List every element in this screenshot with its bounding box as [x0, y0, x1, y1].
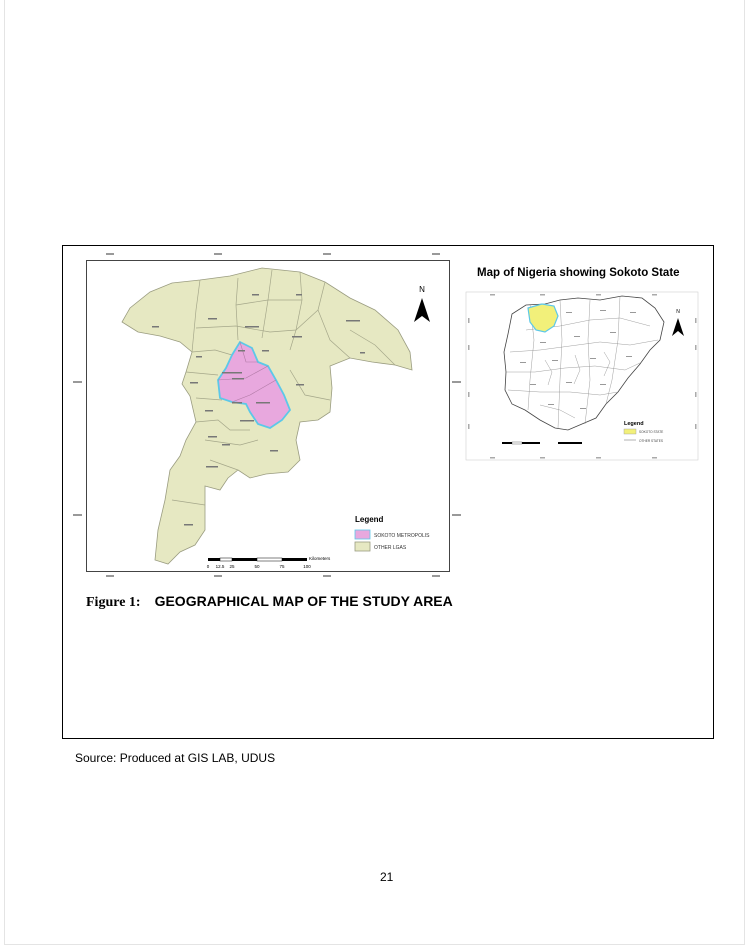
- inset-legend-label-other: OTHER STATES: [639, 439, 663, 443]
- page-number: 21: [380, 870, 394, 884]
- main-legend-title: Legend: [355, 515, 384, 524]
- inset-swatch-sokoto: [624, 429, 636, 434]
- figure-title: GEOGRAPHICAL MAP OF THE STUDY AREA: [154, 593, 453, 609]
- inset-map-title: Map of Nigeria showing Sokoto State: [477, 267, 680, 279]
- scale-tick-4: 75: [279, 564, 285, 569]
- scale-unit: Kilometers: [309, 556, 331, 561]
- figure-number: Figure 1:: [86, 595, 141, 610]
- scale-tick-2: 25: [229, 564, 235, 569]
- north-arrow-icon: [414, 298, 430, 322]
- scale-tick-3: 50: [254, 564, 260, 569]
- legend-label-other-lgas: OTHER LGAS: [374, 545, 407, 551]
- inset-north-label: N: [676, 309, 680, 315]
- main-map-legend: [355, 515, 430, 551]
- figure-caption: [86, 593, 453, 611]
- inset-legend-title: Legend: [624, 421, 644, 427]
- legend-swatch-other-lgas: [355, 542, 370, 551]
- inset-map: [466, 292, 698, 460]
- legend-swatch-metropolis: [355, 530, 370, 539]
- inset-legend: [624, 421, 663, 443]
- scale-tick-0: 0: [206, 564, 210, 569]
- inset-legend-label-sokoto: SOKOTO STATE: [639, 430, 664, 434]
- main-north-label: N: [419, 285, 425, 294]
- scale-tick-5: 100: [303, 564, 311, 569]
- inset-north-arrow-icon: [672, 318, 684, 336]
- inset-scale-bar: [502, 442, 582, 444]
- scale-bar: [207, 556, 331, 569]
- source-note: Source: Produced at GIS LAB, UDUS: [75, 751, 276, 765]
- legend-label-metropolis: SOKOTO METROPOLIS: [374, 533, 430, 539]
- main-map: [73, 253, 461, 577]
- scale-tick-1: 12.5: [215, 564, 225, 569]
